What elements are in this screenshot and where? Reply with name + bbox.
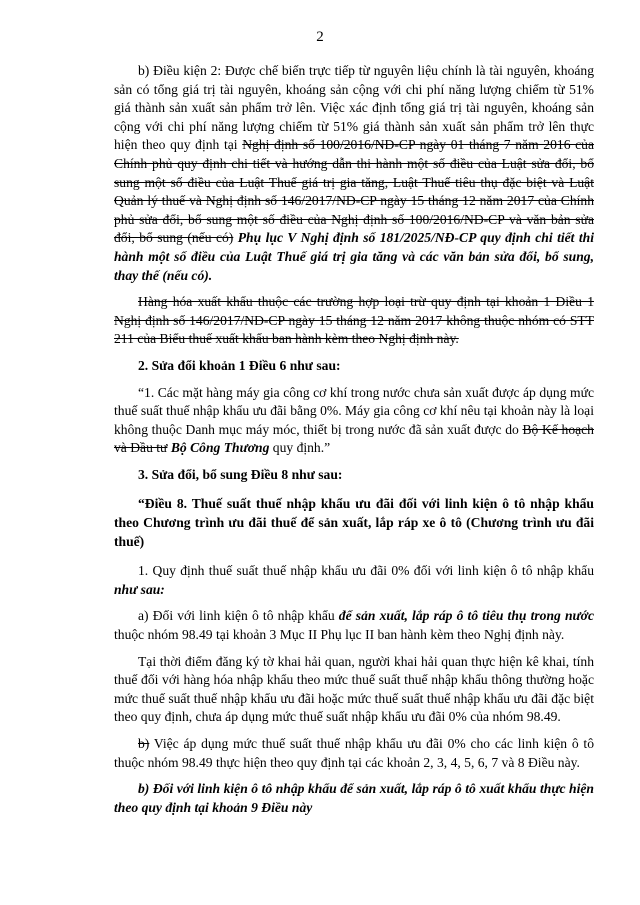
paragraph-text-end: quy định.” xyxy=(269,440,331,456)
inserted-text: để sản xuất, lắp ráp ô tô tiêu thụ trong nước xyxy=(334,608,594,624)
paragraph-struck-export xyxy=(114,293,594,349)
heading-text: 3. Sửa đổi, bổ sung Điều 8 như sau: xyxy=(138,466,343,482)
inserted-text: Bộ Công Thương xyxy=(167,440,270,456)
article-8-title xyxy=(114,495,594,551)
struck-text: Hàng hóa xuất khẩu thuộc các trường hợp loại trừ quy định tại khoản 1 Điều 1 Nghị định số 146/2017/NĐ-CP ngày 15 tháng 12 năm 2017 không thuộc nhóm có STT 211 của Biểu thuế xuất khẩu ban hành kèm theo Nghị định này. xyxy=(114,294,594,347)
struck-text: b) xyxy=(138,736,150,751)
paragraph-text: b) Điều kiện 2: Được chế biến trực tiếp từ nguyên liệu chính là tài nguyên, khoáng sản có tổng giá trị tài nguyên, khoáng sản cộng với chi phí năng lượng chiếm từ 51% giá thành sản xuất sản phẩm trở lên. Việc xác định tổng giá trị tài nguyên, khoáng sản cộng với chi phí năng lượng chiếm từ 51% giá thành sản xuất sản phẩm trở lên thực hiện theo quy định tại xyxy=(114,63,594,153)
struck-text: Bộ Kế hoạch và Đầu tư xyxy=(114,421,594,456)
inserted-text: như sau: xyxy=(114,581,165,597)
struck-text: Nghị định số 100/2016/NĐ-CP ngày 01 tháng 7 năm 2016 của Chính phủ quy định chi tiết và hướng dẫn thi hành một số điều của Luật sửa đổi, bổ sung một số điều của Luật Thuế giá trị gia tăng, Luật Thuế tiêu thụ đặc biệt và Luật Quản lý thuế và Nghị định số 146/2017/NĐ-CP ngày 15 tháng 12 năm 2017 của Chính phủ sửa đổi, bổ sung một số điều của Nghị định số 100/2016/NĐ-CP và văn bản sửa đổi, bổ sung (nếu có) xyxy=(114,137,595,246)
paragraph-text: “1. Các mặt hàng máy gia công cơ khí trong nước chưa sản xuất được áp dụng mức thuế suất thuế nhập khẩu ưu đãi bằng 0%. Máy gia công cơ khí nêu tại khoản này là loại không thuộc Danh mục máy móc, thiết bị trong nước đã sản xuất được do xyxy=(114,384,594,437)
inserted-text: b) Đối với linh kiện ô tô nhập khẩu để sản xuất, lắp ráp ô tô xuất khẩu thực hiện theo quy định tại khoản 9 Điều này xyxy=(114,781,594,815)
heading-amend-article-8 xyxy=(114,466,594,485)
heading-amend-article-6 xyxy=(114,357,594,376)
article-title-text: “Điều 8. Thuế suất thuế nhập khẩu ưu đãi đối với linh kiện ô tô nhập khẩu theo Chương trình ưu đãi thuế để sản xuất, lắp ráp xe ô tô (Chương trình ưu đãi thuế) xyxy=(114,496,594,549)
paragraph-application xyxy=(114,735,594,772)
paragraph-text: 1. Quy định thuế suất thuế nhập khẩu ưu đãi 0% đối với linh kiện ô tô nhập khẩu xyxy=(138,563,594,579)
paragraph-text: a) Đối với linh kiện ô tô nhập khẩu xyxy=(138,608,335,624)
paragraph-point-a xyxy=(114,607,594,644)
paragraph-text: Việc áp dụng mức thuế suất thuế nhập khẩu ưu đãi 0% cho các linh kiện ô tô thuộc nhóm 98.49 thực hiện theo quy định tại các khoản 2, 3, 4, 5, 6, 7 và 8 Điều này. xyxy=(114,736,594,770)
heading-text: 2. Sửa đổi khoản 1 Điều 6 như sau: xyxy=(138,357,341,373)
paragraph-machinery xyxy=(114,384,594,458)
paragraph-clause-1 xyxy=(114,562,594,599)
page-number: 2 xyxy=(316,29,324,45)
paragraph-declaration xyxy=(114,653,594,727)
paragraph-text: Tại thời điểm đăng ký tờ khai hải quan, người khai hải quan thực hiện kê khai, tính thuế đối với hàng hóa nhập khẩu theo mức thuế suất thuế nhập khẩu thông thường hoặc mức thuế suất thuế nhập khẩu ưu đãi hoặc mức thuế suất thuế nhập khẩu ưu đãi đặc biệt theo quy định, chưa áp dụng mức thuế suất nhập khẩu ưu đãi 0% của nhóm 98.49. xyxy=(114,653,594,725)
paragraph-condition-2 xyxy=(114,62,594,285)
paragraph-point-b-new xyxy=(114,780,594,817)
paragraph-text-end: thuộc nhóm 98.49 tại khoản 3 Mục II Phụ lục II ban hành kèm theo Nghị định này. xyxy=(114,627,565,643)
inserted-text: Phụ lục V Nghị định số 181/2025/NĐ-CP quy định chi tiết thi hành một số điều của Luật Thuế giá trị gia tăng và các văn bản sửa đổi, bổ sung, thay thế (nếu có). xyxy=(114,230,594,283)
document-body xyxy=(114,62,594,817)
